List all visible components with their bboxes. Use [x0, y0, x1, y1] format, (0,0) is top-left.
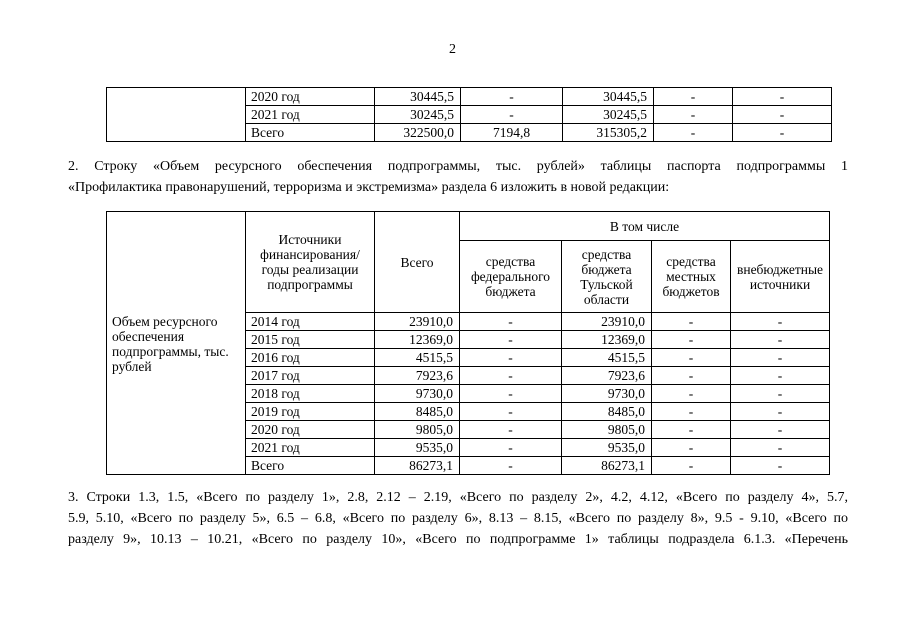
extra-cell: - — [731, 439, 830, 457]
year-cell: 2021 год — [246, 439, 375, 457]
regional-cell: 23910,0 — [562, 313, 652, 331]
local-cell: - — [652, 385, 731, 403]
local-cell: - — [654, 124, 733, 142]
year-cell: 2016 год — [246, 349, 375, 367]
paragraph-3-line-3: разделу 9», 10.13 – 10.21, «Всего по разделу 10», «Всего по подпрограмме 1» таблицы подраздела 6.1.3. «Перечень — [68, 532, 848, 547]
regional-cell: 8485,0 — [562, 403, 652, 421]
empty-label-cell — [107, 88, 246, 142]
year-cell: 2018 год — [246, 385, 375, 403]
year-cell: 2017 год — [246, 367, 375, 385]
local-cell: - — [652, 403, 731, 421]
regional-cell: 9535,0 — [562, 439, 652, 457]
regional-cell: 9730,0 — [562, 385, 652, 403]
top-table-fragment — [106, 87, 832, 142]
total-cell: 9805,0 — [375, 421, 460, 439]
year-cell: Всего — [246, 124, 375, 142]
paragraph-3 — [68, 487, 848, 550]
local-cell: - — [652, 349, 731, 367]
extra-cell: - — [731, 313, 830, 331]
local-cell: - — [652, 331, 731, 349]
extra-cell: - — [733, 106, 832, 124]
paragraph-3-line-2: 5.9, 5.10, «Всего по разделу 5», 6.5 – 6.8, «Всего по разделу 6», 8.13 – 8.15, «Всего по разделу 8», 9.5 - 9.10, «Всего по — [68, 511, 848, 526]
year-cell: 2014 год — [246, 313, 375, 331]
year-cell: 2021 год — [246, 106, 375, 124]
total-cell: 9730,0 — [375, 385, 460, 403]
year-cell: Всего — [246, 457, 375, 475]
local-cell: - — [652, 367, 731, 385]
year-cell: 2015 год — [246, 331, 375, 349]
year-cell: 2020 год — [246, 421, 375, 439]
header-resource-volume: Объем ресурсного обеспечения подпрограммы, тыс. рублей — [107, 212, 246, 475]
extra-cell: - — [731, 367, 830, 385]
federal-cell: - — [461, 106, 563, 124]
federal-cell: - — [460, 439, 562, 457]
header-federal: средства федерального бюджета — [460, 241, 562, 313]
federal-cell: - — [460, 349, 562, 367]
regional-cell: 12369,0 — [562, 331, 652, 349]
extra-cell: - — [731, 421, 830, 439]
year-cell: 2020 год — [246, 88, 375, 106]
extra-cell: - — [731, 331, 830, 349]
federal-cell: - — [460, 313, 562, 331]
extra-cell: - — [733, 124, 832, 142]
regional-cell: 86273,1 — [562, 457, 652, 475]
local-cell: - — [654, 88, 733, 106]
federal-cell: - — [460, 331, 562, 349]
total-cell: 12369,0 — [375, 331, 460, 349]
federal-cell: - — [460, 457, 562, 475]
regional-cell: 315305,2 — [563, 124, 654, 142]
local-cell: - — [652, 421, 731, 439]
regional-cell: 30445,5 — [563, 88, 654, 106]
total-cell: 9535,0 — [375, 439, 460, 457]
table-row — [107, 88, 832, 106]
paragraph-3-line-1: 3. Строки 1.3, 1.5, «Всего по разделу 1», 2.8, 2.12 – 2.19, «Всего по разделу 2», 4.2, 4.12, «Всего по разделу 4», 5.7, — [68, 490, 848, 505]
header-sources: Источники финансирования/ годы реализации подпрограммы — [246, 212, 375, 313]
total-cell: 86273,1 — [375, 457, 460, 475]
total-cell: 30445,5 — [375, 88, 461, 106]
total-cell: 4515,5 — [375, 349, 460, 367]
extra-cell: - — [731, 457, 830, 475]
extra-cell: - — [731, 403, 830, 421]
extra-cell: - — [733, 88, 832, 106]
federal-cell: - — [460, 421, 562, 439]
header-local: средства местных бюджетов — [652, 241, 731, 313]
header-extra: внебюджетные источники — [731, 241, 830, 313]
regional-cell: 7923,6 — [562, 367, 652, 385]
header-including: В том числе — [460, 212, 830, 241]
paragraph-2-line-2: «Профилактика правонарушений, терроризма и экстремизма» раздела 6 изложить в новой редакции: — [68, 180, 670, 195]
year-cell: 2019 год — [246, 403, 375, 421]
total-cell: 23910,0 — [375, 313, 460, 331]
regional-cell: 4515,5 — [562, 349, 652, 367]
page-number: 2 — [449, 42, 456, 57]
regional-cell: 9805,0 — [562, 421, 652, 439]
header-total: Всего — [375, 212, 460, 313]
federal-cell: - — [460, 385, 562, 403]
total-cell: 30245,5 — [375, 106, 461, 124]
local-cell: - — [652, 457, 731, 475]
header-regional: средства бюджета Тульской области — [562, 241, 652, 313]
local-cell: - — [654, 106, 733, 124]
extra-cell: - — [731, 349, 830, 367]
total-cell: 7923,6 — [375, 367, 460, 385]
paragraph-2 — [68, 156, 848, 198]
regional-cell: 30245,5 — [563, 106, 654, 124]
federal-cell: - — [460, 367, 562, 385]
total-cell: 322500,0 — [375, 124, 461, 142]
resource-table — [106, 211, 830, 475]
local-cell: - — [652, 313, 731, 331]
total-cell: 8485,0 — [375, 403, 460, 421]
federal-cell: - — [461, 88, 563, 106]
local-cell: - — [652, 439, 731, 457]
federal-cell: - — [460, 403, 562, 421]
federal-cell: 7194,8 — [461, 124, 563, 142]
paragraph-2-line-1: 2. Строку «Объем ресурсного обеспечения подпрограммы, тыс. рублей» таблицы паспорта подпрограммы 1 — [68, 159, 848, 174]
extra-cell: - — [731, 385, 830, 403]
